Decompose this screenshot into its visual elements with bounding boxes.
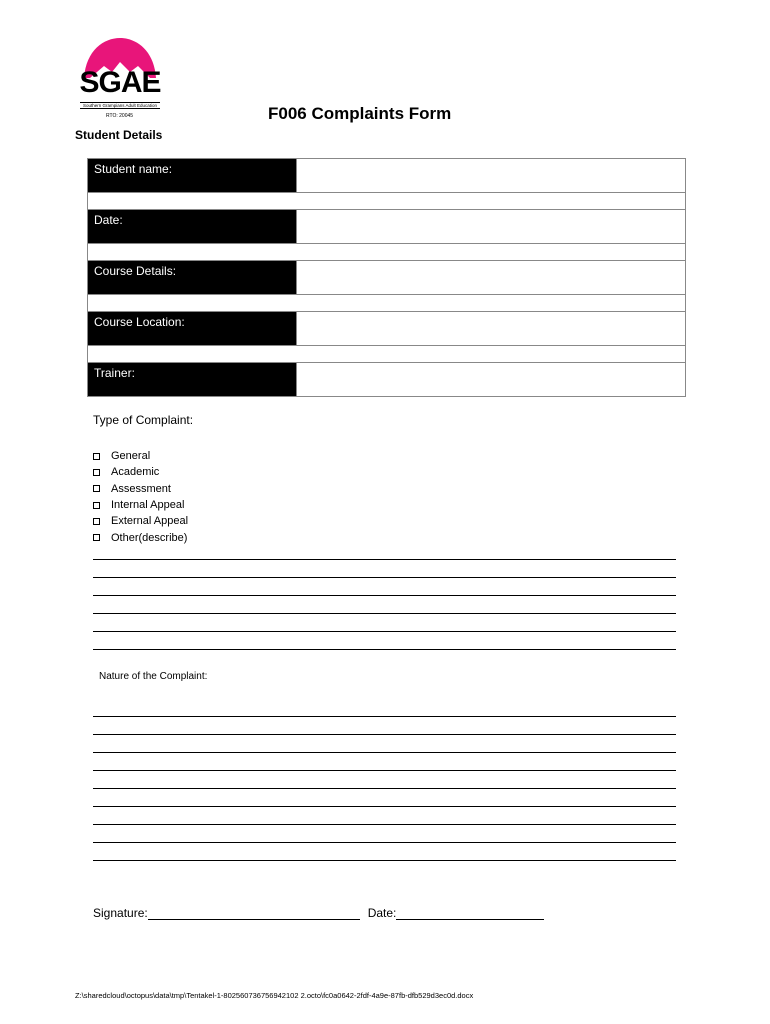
option-assessment[interactable] [93, 481, 188, 497]
option-general[interactable] [93, 448, 188, 464]
field-row-date [88, 210, 685, 244]
option-academic[interactable] [93, 464, 188, 480]
signature-label: Signature: [93, 906, 148, 920]
writing-line[interactable] [93, 825, 676, 843]
option-internal-appeal[interactable] [93, 497, 188, 513]
option-label: Other(describe) [111, 531, 188, 544]
field-row-student-name [88, 159, 685, 193]
trainer-field[interactable] [296, 363, 685, 396]
date-label: Date: [367, 906, 397, 920]
row-spacer [88, 193, 685, 210]
field-row-trainer [88, 363, 685, 396]
logo-rto: RTO: 20045 [106, 113, 134, 119]
writing-line[interactable] [93, 807, 676, 825]
field-row-course-location [88, 312, 685, 346]
nature-of-complaint-label: Nature of the Complaint: [99, 671, 208, 682]
option-label: Assessment [111, 482, 171, 495]
field-label: Date: [88, 210, 296, 243]
student-name-field[interactable] [296, 159, 685, 192]
row-spacer [88, 346, 685, 363]
logo [78, 36, 164, 122]
row-spacer [88, 244, 685, 261]
checkbox-icon[interactable] [93, 502, 100, 509]
writing-line[interactable] [93, 542, 676, 560]
nature-of-complaint-lines[interactable] [93, 699, 676, 861]
checkbox-icon[interactable] [93, 518, 100, 525]
option-label: External Appeal [111, 515, 189, 528]
writing-line[interactable] [93, 578, 676, 596]
section-label-student-details: Student Details [75, 128, 163, 142]
footer-file-path: Z:\sharedcloud\octopus\data\tmp\Tentakel-1-802560736756942102 2.octo\fc0a0642-2fdf-4a9e-87fb-dfb529d3ec0d.docx [75, 991, 474, 1000]
writing-line[interactable] [93, 596, 676, 614]
complaint-type-label: Type of Complaint: [93, 413, 194, 427]
logo-wordmark: SGAE [79, 66, 161, 99]
writing-line[interactable] [93, 789, 676, 807]
writing-line[interactable] [93, 560, 676, 578]
option-external-appeal[interactable] [93, 513, 188, 529]
option-label: General [111, 450, 151, 463]
field-row-course-details [88, 261, 685, 295]
field-label: Student name: [88, 159, 296, 192]
writing-line[interactable] [93, 699, 676, 717]
checkbox-icon[interactable] [93, 469, 100, 476]
course-location-field[interactable] [296, 312, 685, 345]
other-describe-lines[interactable] [93, 542, 676, 650]
checkbox-icon[interactable] [93, 453, 100, 460]
writing-line[interactable] [93, 771, 676, 789]
field-label: Course Details: [88, 261, 296, 294]
option-label: Academic [111, 466, 160, 479]
writing-line[interactable] [93, 753, 676, 771]
writing-line[interactable] [93, 735, 676, 753]
course-details-field[interactable] [296, 261, 685, 294]
field-label: Trainer: [88, 363, 296, 396]
signature-date-field[interactable] [396, 907, 544, 920]
signature-row [93, 906, 544, 920]
form-title: F006 Complaints Form [268, 104, 452, 123]
student-details-table [87, 158, 686, 397]
checkbox-icon[interactable] [93, 485, 100, 492]
signature-field[interactable] [148, 907, 360, 920]
date-field[interactable] [296, 210, 685, 243]
writing-line[interactable] [93, 843, 676, 861]
checkbox-icon[interactable] [93, 534, 100, 541]
field-label: Course Location: [88, 312, 296, 345]
option-label: Internal Appeal [111, 499, 185, 512]
writing-line[interactable] [93, 632, 676, 650]
logo-tagline: Southern Grampians Adult Education [80, 102, 160, 109]
writing-line[interactable] [93, 717, 676, 735]
writing-line[interactable] [93, 614, 676, 632]
complaint-type-options [93, 448, 188, 546]
row-spacer [88, 295, 685, 312]
